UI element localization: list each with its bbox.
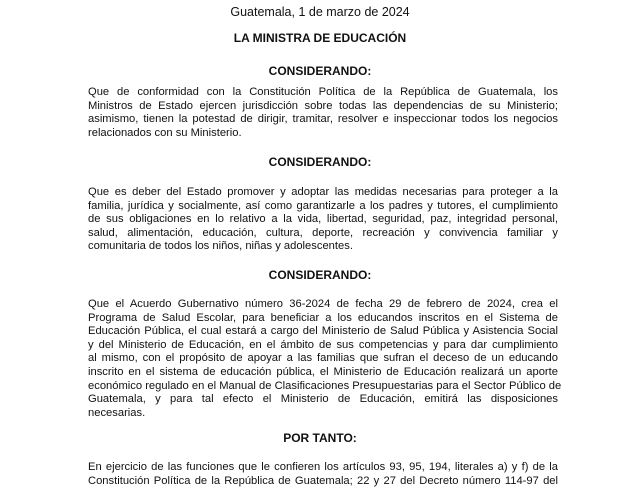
document-date: Guatemala, 1 de marzo de 2024 [230, 5, 410, 19]
paragraph-line: salud, alimentación, educación, cultura, deporte, recreación y convivencia familiar y [88, 226, 558, 239]
paragraph-line: Guatemala, y para tal efecto el Ministerio de Educación, emitirá las disposiciones [88, 393, 558, 406]
paragraph-line: Que de conformidad con la Constitución Política de la República de Guatemala, los [88, 86, 558, 98]
paragraph-line: necesarias. [88, 406, 146, 419]
paragraph-line: económico regulado en el Manual de Clasificaciones Presupuestarias para el Sector Público de [88, 379, 562, 392]
paragraph-line: En ejercicio de las funciones que le confieren los artículos 93, 95, 194, literales a) y f) de la [88, 461, 558, 473]
paragraph-line: Que es deber del Estado promover y adoptar las medidas necesarias para proteger a la [88, 186, 558, 198]
por-tanto-heading: POR TANTO: [283, 431, 357, 445]
considerando-1-heading: CONSIDERANDO: [268, 64, 372, 78]
authority-heading: LA MINISTRA DE EDUCACIÓN [233, 31, 407, 45]
paragraph-line: relacionados con su Ministerio. [88, 126, 242, 139]
paragraph-line: Que el Acuerdo Gubernativo número 36-2024 de fecha 29 de febrero de 2024, crea el [88, 298, 558, 310]
paragraph-line: Ministros de Estado ejercen jurisdicción sobre todas las dependencias de su Ministerio; [88, 99, 558, 112]
paragraph-line: asimismo, tienen la potestad de dirigir, tramitar, resolver e inspeccionar todos los negocios [88, 113, 558, 126]
paragraph-line: Educación Pública, el cual estará a cargo del Ministerio de Salud Pública y Asistencia Social [88, 325, 558, 338]
considerando-2-heading: CONSIDERANDO: [268, 155, 372, 169]
paragraph-line: comunitaria de todos los niños, niñas y adolescentes. [88, 240, 353, 253]
considerando-3-paragraph [88, 298, 562, 420]
paragraph-line: Constitución Política de la República de Guatemala; 22 y 27 del Decreto número 114-97 del [88, 474, 558, 487]
paragraph-line: y del Ministerio de Educación, en el ámbito de sus competencias y para dar cumplimiento [88, 338, 558, 351]
paragraph-line: Programa de Salud Escolar, para beneficiar a los educandos inscritos en el Sistema de [88, 311, 558, 324]
por-tanto-paragraph [88, 461, 558, 488]
paragraph-line: al mismo, con el propósito de apoyar a las familias que sufran el deceso de un educando [88, 352, 558, 365]
paragraph-line: inscrito en el sistema de educación pública, el Ministerio de Educación realizará un aporte [88, 365, 558, 378]
paragraph-line: familia, jurídica y socialmente, así como garantizarle a los padres y tutores, el cumplimiento [88, 199, 558, 212]
paragraph-line: de sus obligaciones en lo relativo a la vida, libertad, seguridad, paz, integridad personal, [88, 213, 558, 226]
considerando-1-paragraph [88, 86, 558, 140]
considerando-2-paragraph [88, 186, 558, 254]
considerando-3-heading: CONSIDERANDO: [268, 268, 372, 282]
